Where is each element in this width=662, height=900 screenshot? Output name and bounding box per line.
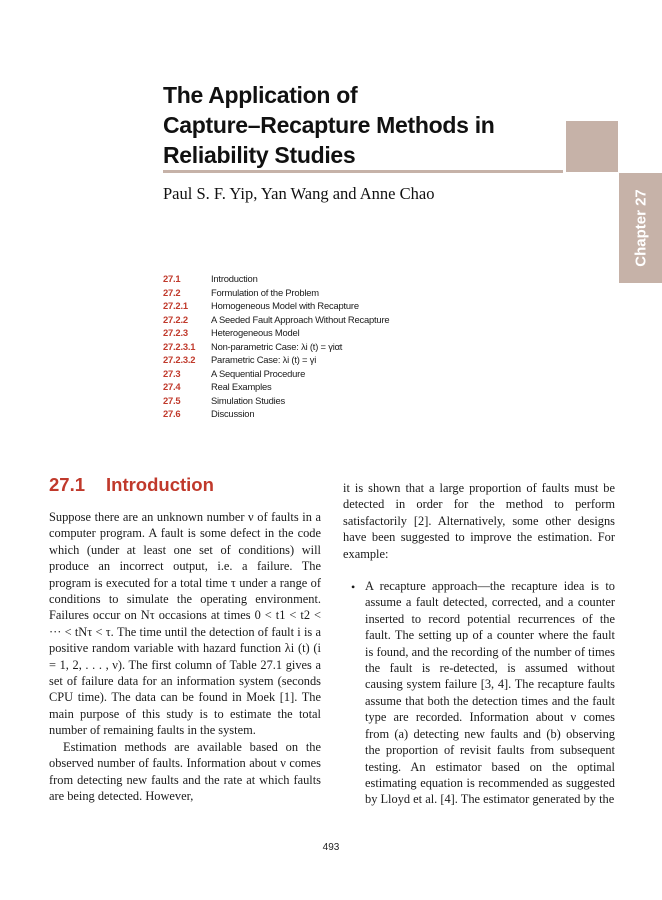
toc-number: 27.2.3.2: [163, 354, 196, 365]
toc-number: 27.4: [163, 381, 181, 392]
toc-number: 27.2.3: [163, 327, 188, 338]
section-title: Introduction: [106, 474, 214, 495]
body-paragraph: it is shown that a large proportion of faults must be detected in order for the method to perform satisfactorily [2]. Alternatively, some other designs have been suggested to improve the estimation. For example:: [343, 481, 615, 561]
bullet-dot-icon: •: [351, 580, 356, 595]
toc-label: Homogeneous Model with Recapture: [211, 300, 359, 311]
toc-label: Real Examples: [211, 381, 272, 392]
toc-label: A Sequential Procedure: [211, 367, 306, 379]
toc-label: Discussion: [211, 408, 255, 419]
bullet-item: [343, 578, 615, 808]
toc-label: Non-parametric Case: λi (t) = γiαt: [211, 340, 343, 352]
body-paragraph: Suppose there are an unknown number ν of faults in a computer program. A fault is some defect in the code which (under at least one set of conditions) will produce an incorrect output, i.e. a failure. The program is executed for a total time τ under a range of conditions to simulate the operating environment. Failures occur on Nτ occasions at times 0 < t1 < t2 < ··· < tNτ < τ. The time until the detection of fault i is a positive random variable with hazard function λi (t) (i = 1, 2, . . . , ν). The first column of Table 27.1 gives a set of failure data for an information system (seconds CPU time). The data can be found in Moek [1]. The main purpose of this study is to estimate the total number of remaining faults in the system.: [49, 510, 321, 738]
section-number: 27.1: [49, 474, 86, 495]
toc-number: 27.1: [163, 273, 181, 284]
body-paragraph: Estimation methods are available based on the observed number of faults. Information about ν comes from detecting new faults and the rate at which faults are being detected. However,: [49, 739, 321, 803]
section-heading: [49, 474, 214, 496]
toc-number: 27.5: [163, 394, 181, 406]
toc-number: 27.2.2: [163, 313, 188, 325]
toc-number: 27.2.3.1: [163, 340, 196, 352]
body-column-right: [343, 480, 615, 808]
chapter-title: [163, 80, 563, 170]
chapter-title-line-1: The Application of: [163, 82, 358, 108]
bullet-text: A recapture approach—the recapture idea is to assume a fault detected, corrected, and a counter inserted to record potential recurrences of the fault. The setting up of a counter where the fault is found, and the recording of the number of times the fault is re-detected, is assumed without causing system failure [3, 4]. The recapture faults assume that both the detection times and the fault type are recorded. Information about ν comes from (a) detecting new faults and (b) observing the proportion of revisit faults from subsequent testing. An estimator based on the optimal estimating equation is recommended as suggested by Lloyd et al. [4]. The estimator generated by the: [365, 579, 615, 807]
toc-label: A Seeded Fault Approach Without Recapture: [211, 313, 390, 325]
chapter-tab-label: Chapter 27: [632, 189, 649, 267]
toc-number: 27.2.1: [163, 300, 188, 311]
toc-number: 27.6: [163, 408, 181, 419]
chapter-title-line-3: Reliability Studies: [163, 142, 356, 168]
toc-label: Formulation of the Problem: [211, 286, 319, 298]
title-underline-rule: [163, 170, 563, 173]
chapter-tab: [619, 173, 662, 283]
toc-number: 27.3: [163, 367, 181, 379]
toc-number: 27.2: [163, 286, 181, 298]
page-number: 493: [322, 842, 340, 853]
chapter-title-line-2: Capture–Recapture Methods in: [163, 112, 495, 138]
decorative-corner-block: [566, 121, 618, 172]
toc-label: Heterogeneous Model: [211, 327, 300, 338]
chapter-authors: Paul S. F. Yip, Yan Wang and Anne Chao: [163, 184, 435, 203]
body-column-left: [49, 509, 321, 804]
toc-label: Simulation Studies: [211, 394, 286, 406]
toc-label: Parametric Case: λi (t) = γi: [211, 354, 317, 365]
toc-label: Introduction: [211, 273, 258, 284]
